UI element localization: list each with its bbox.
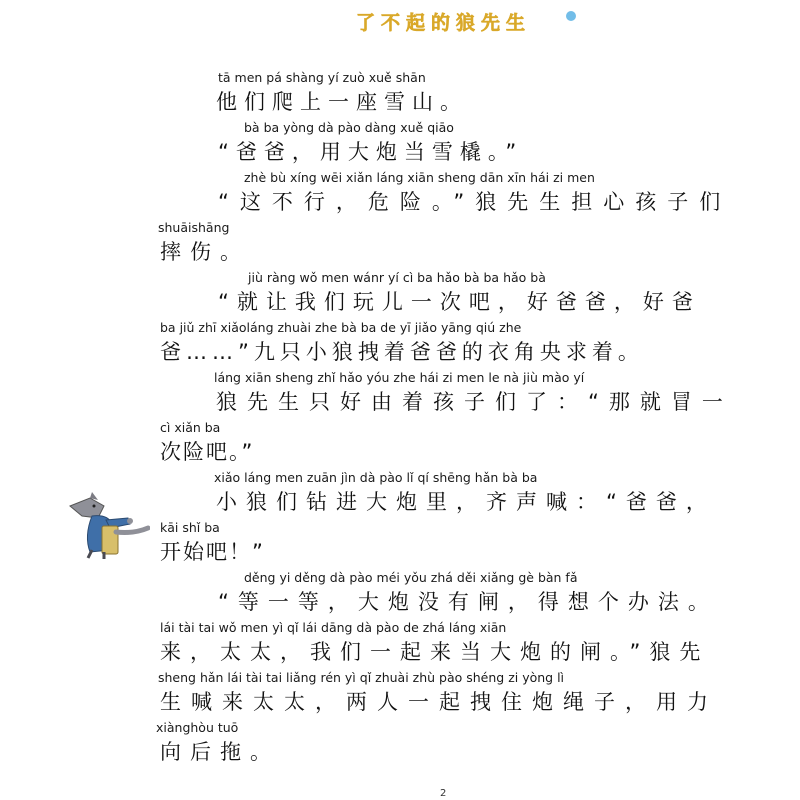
decorative-dot: [566, 11, 576, 21]
pinyin-line: xiǎo láng men zuān jìn dà pào lǐ qí shēng hǎn bà ba: [214, 470, 538, 485]
hanzi-line: 开始吧！”: [160, 540, 265, 564]
pinyin-line: xiànghòu tuō: [156, 720, 239, 735]
hanzi-line: “爸爸，用大炮当雪橇。”: [218, 140, 524, 164]
hanzi-line: 他们爬上一座雪山。: [216, 90, 468, 114]
hanzi-line: “就让我们玩儿一次吧，好爸爸，好爸: [218, 290, 701, 314]
pinyin-line: lái tài tai wǒ men yì qǐ lái dāng dà pào de zhá láng xiān: [160, 620, 507, 635]
pinyin-line: tā men pá shàng yí zuò xuě shān: [218, 70, 426, 85]
hanzi-line: 次险吧。”: [160, 440, 255, 464]
hanzi-line: 小狼们钻进大炮里，齐声喊：“爸爸，: [216, 490, 716, 514]
wolf-illustration: [68, 492, 150, 560]
book-title: 了不起的狼先生: [356, 12, 532, 34]
hanzi-line: “这不行，危险。”狼先生担心孩子们: [218, 190, 732, 214]
hanzi-line: 狼先生只好由着孩子们了：“那就冒一: [216, 390, 733, 414]
pinyin-line: kāi shǐ ba: [160, 520, 220, 535]
pinyin-line: cì xiǎn ba: [160, 420, 221, 435]
pinyin-line: shuāishāng: [158, 220, 230, 235]
page-number: 2: [440, 788, 447, 799]
hanzi-line: 爸……”九只小狼拽着爸爸的衣角央求着。: [160, 340, 644, 364]
pinyin-line: bà ba yòng dà pào dàng xuě qiāo: [244, 120, 454, 135]
hanzi-line: 来，太太，我们一起来当大炮的闸。”狼先: [160, 640, 710, 664]
hanzi-line: “等一等，大炮没有闸，得想个办法。: [218, 590, 718, 614]
pinyin-line: zhè bù xíng wēi xiǎn láng xiān sheng dān xīn hái zi men: [244, 170, 595, 185]
pinyin-line: sheng hǎn lái tài tai liǎng rén yì qǐ zhuài zhù pào shéng zi yòng lì: [158, 670, 565, 685]
pinyin-line: láng xiān sheng zhǐ hǎo yóu zhe hái zi men le nà jiù mào yí: [214, 370, 585, 385]
pinyin-line: jiù ràng wǒ men wánr yí cì ba hǎo bà ba hǎo bà: [248, 270, 546, 285]
hanzi-line: 向后拖。: [160, 740, 280, 764]
pinyin-line: děng yi děng dà pào méi yǒu zhá děi xiǎng gè bàn fǎ: [244, 570, 578, 585]
pinyin-line: ba jiǔ zhī xiǎoláng zhuài zhe bà ba de yī jiǎo yāng qiú zhe: [160, 320, 522, 335]
hanzi-line: 摔伤。: [160, 240, 250, 264]
hanzi-line: 生喊来太太，两人一起拽住炮绳子，用力: [160, 690, 718, 714]
